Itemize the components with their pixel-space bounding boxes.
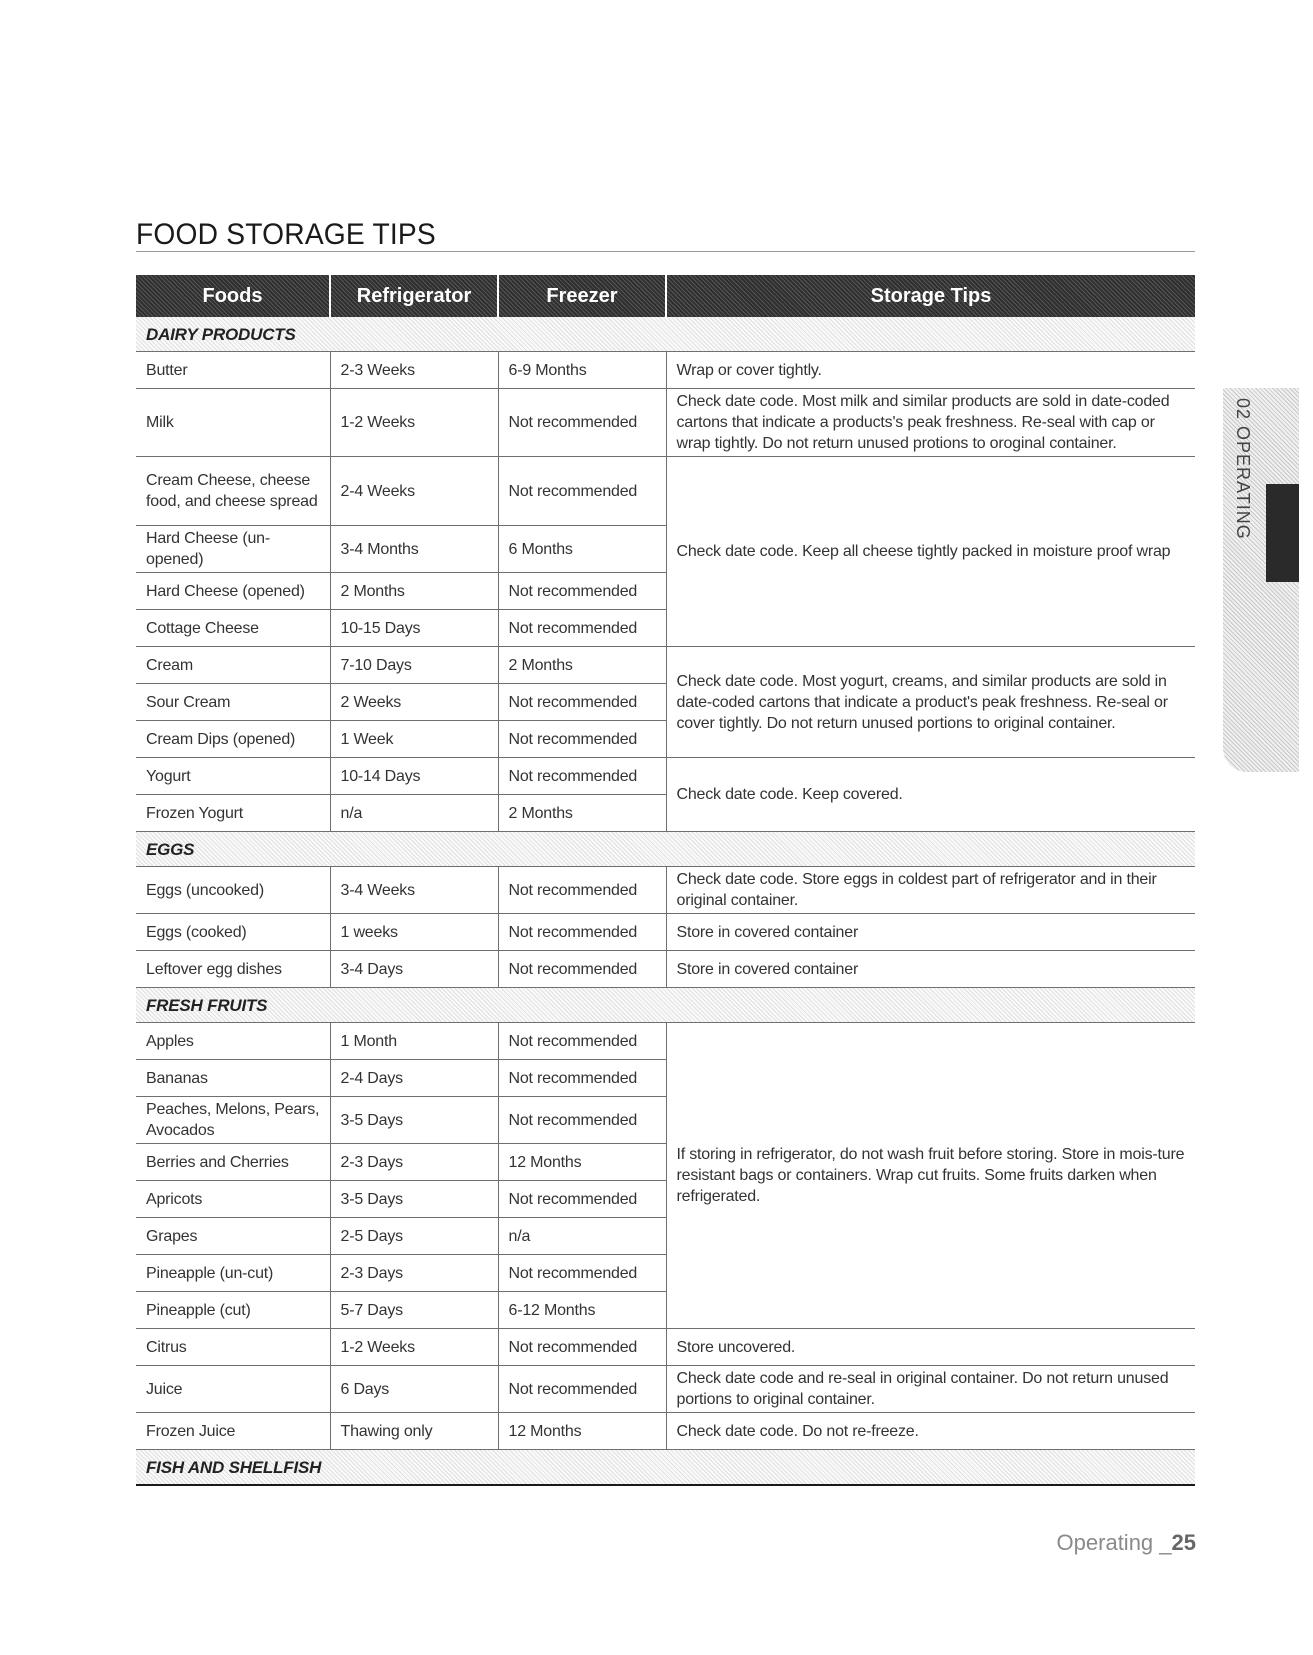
refrigerator-cell: 2 Weeks (330, 684, 498, 721)
food-storage-table (136, 275, 1195, 1486)
food-cell: Pineapple (cut) (136, 1292, 330, 1329)
food-cell: Citrus (136, 1329, 330, 1366)
footer-section-label: Operating _ (1056, 1530, 1172, 1555)
refrigerator-cell: 2 Months (330, 573, 498, 610)
food-cell: Cream Cheese, cheese food, and cheese spread (136, 457, 330, 526)
tip-cell: If storing in refrigerator, do not wash fruit before storing. Store in mois-ture resistant bags or containers. Wrap cut fruits. Some fruits darken when refrigerated. (666, 1023, 1195, 1329)
page-footer (1057, 1530, 1196, 1556)
chapter-tab-marker (1266, 484, 1299, 582)
table-row (136, 951, 1195, 988)
refrigerator-cell: 2-3 Weeks (330, 352, 498, 389)
section-label: FISH AND SHELLFISH (136, 1450, 1195, 1486)
food-cell: Frozen Yogurt (136, 795, 330, 832)
table-row (136, 914, 1195, 951)
tip-cell: Check date code. Most milk and similar products are sold in date-coded cartons that indicate a products's peak freshness. Re-seal with cap or wrap tightly. Do not return unused protions to oroginal container. (666, 389, 1195, 457)
tip-cell: Check date code. Keep covered. (666, 758, 1195, 832)
freezer-cell: 2 Months (498, 647, 666, 684)
food-cell: Cottage Cheese (136, 610, 330, 647)
refrigerator-cell: 1-2 Weeks (330, 389, 498, 457)
freezer-cell: Not recommended (498, 389, 666, 457)
freezer-cell: 6 Months (498, 526, 666, 573)
freezer-cell: Not recommended (498, 1255, 666, 1292)
food-cell: Grapes (136, 1218, 330, 1255)
refrigerator-cell: 2-4 Weeks (330, 457, 498, 526)
section-fresh-fruits (136, 988, 1195, 1023)
tip-cell: Store uncovered. (666, 1329, 1195, 1366)
section-label: DAIRY PRODUCTS (136, 317, 1195, 352)
food-cell: Leftover egg dishes (136, 951, 330, 988)
tip-cell: Wrap or cover tightly. (666, 352, 1195, 389)
freezer-cell: Not recommended (498, 1097, 666, 1144)
header-freezer: Freezer (498, 275, 666, 317)
section-label: EGGS (136, 832, 1195, 867)
refrigerator-cell: 2-4 Days (330, 1060, 498, 1097)
freezer-cell: 12 Months (498, 1144, 666, 1181)
tip-cell: Check date code. Store eggs in coldest part of refrigerator and in their original container. (666, 867, 1195, 914)
refrigerator-cell: 2-3 Days (330, 1255, 498, 1292)
food-cell: Apples (136, 1023, 330, 1060)
freezer-cell: 6-12 Months (498, 1292, 666, 1329)
tip-cell: Store in covered container (666, 914, 1195, 951)
refrigerator-cell: 1 Week (330, 721, 498, 758)
food-cell: Peaches, Melons, Pears, Avocados (136, 1097, 330, 1144)
food-cell: Milk (136, 389, 330, 457)
tip-cell: Check date code and re-seal in original container. Do not return unused portions to original container. (666, 1366, 1195, 1413)
refrigerator-cell: n/a (330, 795, 498, 832)
freezer-cell: Not recommended (498, 867, 666, 914)
refrigerator-cell: 3-4 Days (330, 951, 498, 988)
food-cell: Eggs (cooked) (136, 914, 330, 951)
header-foods: Foods (136, 275, 330, 317)
table-row (136, 1023, 1195, 1060)
freezer-cell: Not recommended (498, 758, 666, 795)
food-cell: Cream (136, 647, 330, 684)
refrigerator-cell: 1 Month (330, 1023, 498, 1060)
freezer-cell: 2 Months (498, 795, 666, 832)
refrigerator-cell: 2-3 Days (330, 1144, 498, 1181)
table-row (136, 647, 1195, 684)
freezer-cell: Not recommended (498, 1060, 666, 1097)
section-dairy (136, 317, 1195, 352)
freezer-cell: Not recommended (498, 1181, 666, 1218)
freezer-cell: Not recommended (498, 721, 666, 758)
food-cell: Frozen Juice (136, 1413, 330, 1450)
refrigerator-cell: 3-4 Weeks (330, 867, 498, 914)
freezer-cell: Not recommended (498, 951, 666, 988)
food-cell: Berries and Cherries (136, 1144, 330, 1181)
refrigerator-cell: 7-10 Days (330, 647, 498, 684)
table-row (136, 867, 1195, 914)
section-fish-and-shellfish (136, 1450, 1195, 1486)
refrigerator-cell: 2-5 Days (330, 1218, 498, 1255)
food-cell: Apricots (136, 1181, 330, 1218)
refrigerator-cell: 5-7 Days (330, 1292, 498, 1329)
freezer-cell: Not recommended (498, 1366, 666, 1413)
refrigerator-cell: 6 Days (330, 1366, 498, 1413)
food-cell: Hard Cheese (opened) (136, 573, 330, 610)
food-cell: Sour Cream (136, 684, 330, 721)
freezer-cell: 12 Months (498, 1413, 666, 1450)
page-title: FOOD STORAGE TIPS (136, 218, 436, 251)
refrigerator-cell: 3-5 Days (330, 1097, 498, 1144)
refrigerator-cell: 1 weeks (330, 914, 498, 951)
food-cell: Yogurt (136, 758, 330, 795)
food-cell: Hard Cheese (un-opened) (136, 526, 330, 573)
table-row (136, 352, 1195, 389)
table-row (136, 1366, 1195, 1413)
section-label: FRESH FRUITS (136, 988, 1195, 1023)
freezer-cell: Not recommended (498, 610, 666, 647)
food-cell: Cream Dips (opened) (136, 721, 330, 758)
food-cell: Butter (136, 352, 330, 389)
freezer-cell: n/a (498, 1218, 666, 1255)
food-cell: Juice (136, 1366, 330, 1413)
freezer-cell: Not recommended (498, 1329, 666, 1366)
freezer-cell: Not recommended (498, 573, 666, 610)
page-number: 25 (1171, 1530, 1196, 1555)
food-cell: Bananas (136, 1060, 330, 1097)
tip-cell: Store in covered container (666, 951, 1195, 988)
freezer-cell: 6-9 Months (498, 352, 666, 389)
refrigerator-cell: 10-14 Days (330, 758, 498, 795)
food-cell: Pineapple (un-cut) (136, 1255, 330, 1292)
table-header-row (136, 275, 1195, 317)
table-row (136, 389, 1195, 457)
refrigerator-cell: 3-4 Months (330, 526, 498, 573)
chapter-tab-label: 02 OPERATING (1233, 398, 1253, 540)
table-row (136, 457, 1195, 526)
tip-cell: Check date code. Do not re-freeze. (666, 1413, 1195, 1450)
freezer-cell: Not recommended (498, 457, 666, 526)
freezer-cell: Not recommended (498, 914, 666, 951)
refrigerator-cell: Thawing only (330, 1413, 498, 1450)
table-row (136, 1329, 1195, 1366)
header-refrigerator: Refrigerator (330, 275, 498, 317)
tip-cell: Check date code. Most yogurt, creams, and similar products are sold in date-coded cartons that indicate a product's peak freshness. Re-seal or cover tightly. Do not return unused portions to original container. (666, 647, 1195, 758)
section-eggs (136, 832, 1195, 867)
table-row (136, 758, 1195, 795)
food-cell: Eggs (uncooked) (136, 867, 330, 914)
table-row (136, 1413, 1195, 1450)
refrigerator-cell: 3-5 Days (330, 1181, 498, 1218)
freezer-cell: Not recommended (498, 1023, 666, 1060)
title-divider (136, 251, 1195, 252)
tip-cell: Check date code. Keep all cheese tightly packed in moisture proof wrap (666, 457, 1195, 647)
header-storage-tips: Storage Tips (666, 275, 1195, 317)
refrigerator-cell: 10-15 Days (330, 610, 498, 647)
refrigerator-cell: 1-2 Weeks (330, 1329, 498, 1366)
freezer-cell: Not recommended (498, 684, 666, 721)
